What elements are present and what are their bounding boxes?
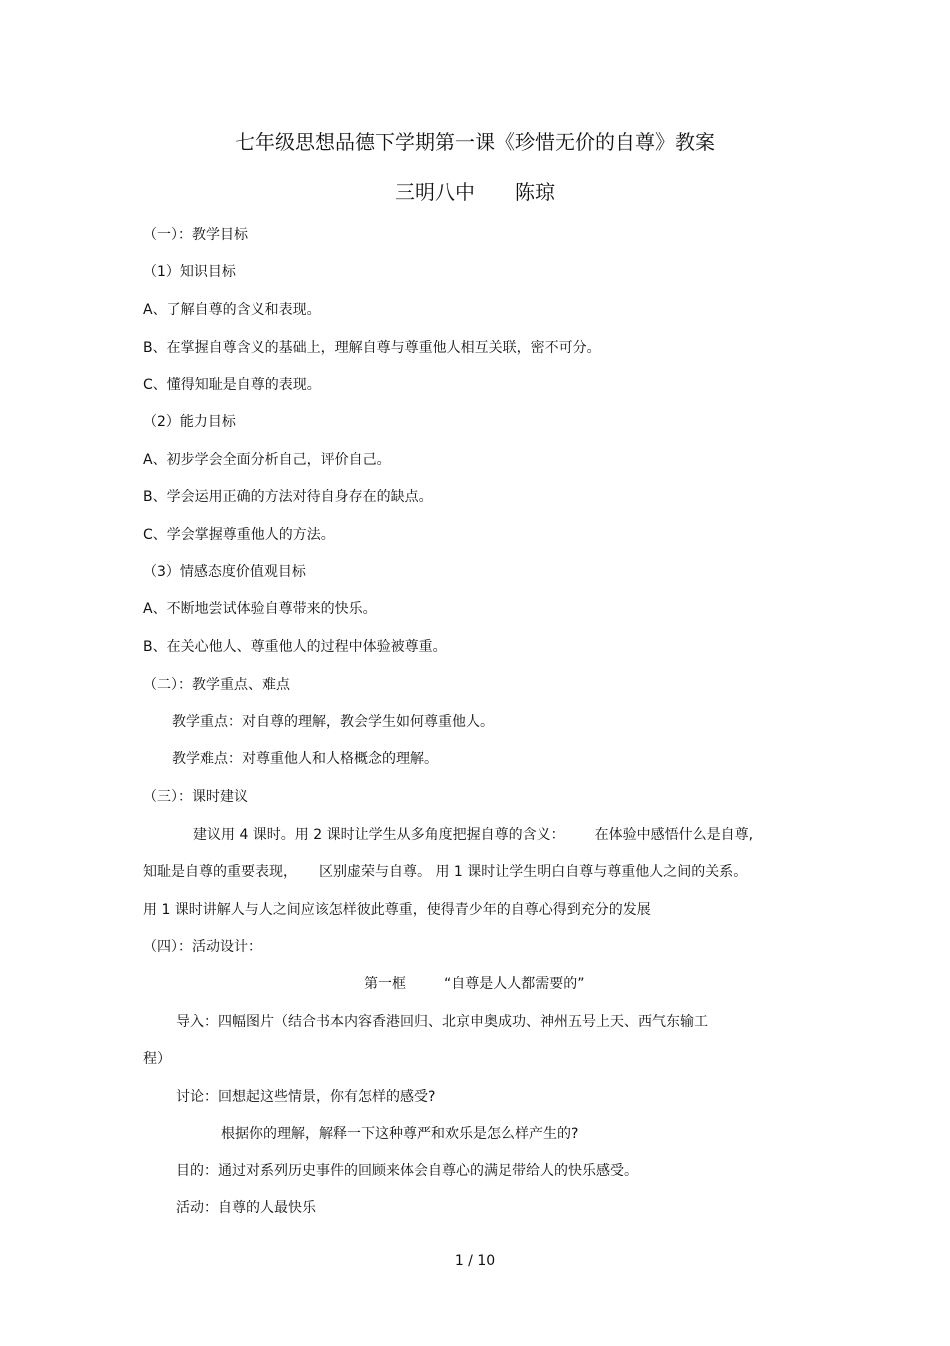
frame-label: 第一框 (364, 976, 406, 992)
intro-line-continued: 程） (143, 1051, 171, 1067)
schedule-line-1-part-b: 在体验中感悟什么是自尊, (594, 827, 754, 843)
section-heading-1: （一）：教学目标 (143, 227, 248, 243)
activity-line: 活动：自尊的人最快乐 (176, 1200, 316, 1216)
page-number: 1 / 10 (454, 1253, 496, 1269)
schedule-paragraph-line-3: 用 1 课时讲解人与人之间应该怎样彼此尊重，使得青少年的自尊心得到充分的发展 (143, 902, 651, 918)
document-title: 七年级思想品德下学期第一课《珍惜无价的自尊》教案 (235, 130, 715, 154)
section-heading-2: （二）：教学重点、难点 (143, 677, 290, 693)
schedule-paragraph-line-2 (143, 862, 747, 882)
schedule-line-1-part-a: 建议用 4 课时。用 2 课时让学生从多角度把握自尊的含义： (193, 827, 565, 843)
schedule-line-2-part-b: 区别虚荣与自尊。 用 1 课时让学生明白自尊与尊重他人之间的关系。 (319, 864, 748, 880)
author-line (0, 178, 950, 206)
discussion-question-2: 根据你的理解，解释一下这种尊严和欢乐是怎么样产生的? (221, 1126, 579, 1142)
subsection-ability: （2）能力目标 (143, 414, 236, 430)
discussion-question-1: 讨论：回想起这些情景，你有怎样的感受? (176, 1089, 436, 1105)
section-heading-4: （四）：活动设计： (143, 939, 262, 955)
knowledge-item-c: C、懂得知耻是自尊的表现。 (143, 377, 321, 393)
ability-item-c: C、学会掌握尊重他人的方法。 (143, 527, 335, 543)
teaching-key-point: 教学重点：对自尊的理解，教会学生如何尊重他人。 (172, 714, 494, 730)
author-name: 陈琼 (515, 180, 555, 204)
ability-item-a: A、初步学会全面分析自己，评价自己。 (143, 452, 391, 468)
frame-heading (364, 974, 585, 994)
values-item-a: A、不断地尝试体验自尊带来的快乐。 (143, 601, 377, 617)
schedule-line-2-part-a: 知耻是自尊的重要表现， (143, 864, 297, 880)
subsection-knowledge: （1）知识目标 (143, 264, 236, 280)
knowledge-item-a: A、了解自尊的含义和表现。 (143, 302, 321, 318)
teaching-difficulty: 教学难点：对尊重他人和人格概念的理解。 (172, 751, 438, 767)
schedule-paragraph-line-1 (193, 825, 753, 845)
author-school: 三明八中 (395, 180, 475, 204)
knowledge-item-b: B、在掌握自尊含义的基础上，理解自尊与尊重他人相互关联，密不可分。 (143, 340, 601, 356)
subsection-values: （3）情感态度价值观目标 (143, 564, 306, 580)
ability-item-b: B、学会运用正确的方法对待自身存在的缺点。 (143, 489, 433, 505)
purpose-line: 目的：通过对系列历史事件的回顾来体会自尊心的满足带给人的快乐感受。 (176, 1163, 638, 1179)
values-item-b: B、在关心他人、尊重他人的过程中体验被尊重。 (143, 639, 447, 655)
intro-line: 导入：四幅图片（结合书本内容香港回归、北京申奥成功、神州五号上天、西气东输工 (176, 1014, 708, 1030)
section-heading-3: （三）：课时建议 (143, 789, 248, 805)
frame-title: “自尊是人人都需要的” (444, 976, 585, 992)
